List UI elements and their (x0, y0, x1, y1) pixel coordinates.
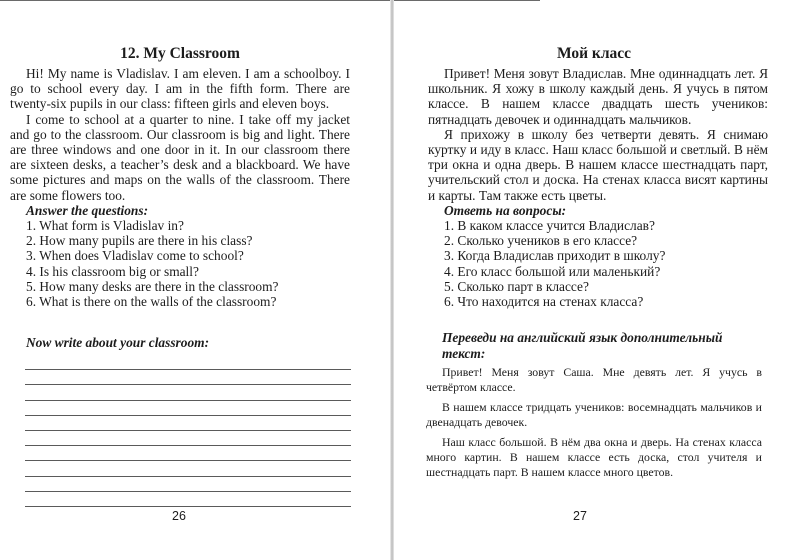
page-number: 27 (573, 509, 587, 523)
writing-line (25, 416, 351, 431)
question: 5. Сколько парт в классе? (444, 278, 589, 294)
writing-line (25, 370, 351, 385)
translate-paragraph: В нашем классе тридцать учеников: восемнадцать мальчиков и двенадцать девочек. (426, 400, 762, 429)
question: 1. В каком классе учится Владислав? (444, 218, 655, 234)
question: 4. Его класс большой или маленький? (444, 263, 661, 279)
translate-paragraph: Привет! Меня зовут Саша. Мне девять лет. Я учусь в четвёртом классе. (426, 365, 762, 394)
question: 3. Когда Владислав приходит в школу? (444, 248, 666, 264)
question: 3. When does Vladislav come to school? (26, 248, 244, 264)
page-number: 26 (172, 509, 186, 523)
paragraph: Привет! Меня зовут Владислав. Мне одиннадцать лет. Я школьник. Я хожу в школу каждый день. Я учусь в пятом классе. В нашем классе двадцать шесть учеников: пятнадцать девочек и одиннадцать мальчиков. (428, 66, 768, 127)
page-title: Мой класс (556, 45, 632, 62)
writing-line (25, 446, 351, 461)
right-page (394, 0, 800, 560)
questions-heading: Answer the questions: (26, 202, 149, 218)
question: 6. Что находится на стенах класса? (444, 294, 644, 310)
translate-paragraph: Наш класс большой. В нём два окна и дверь. На стенах класса много картин. В нашем классе есть доска, стол учителя и шестнадцать парт. В нашем классе много цветов. (426, 435, 762, 479)
writing-line (25, 477, 351, 492)
text-body (10, 66, 350, 309)
paragraph: Hi! My name is Vladislav. I am eleven. I am a schoolboy. I go to school every day. I am in the fifth form. There are twenty-six pupils in our class: fifteen girls and eleven boys. (10, 66, 350, 112)
question: 2. How many pupils are there in his class? (26, 233, 253, 249)
questions-heading: Ответь на вопросы: (444, 202, 567, 218)
left-page (0, 0, 390, 560)
writing-line (25, 355, 351, 370)
question: 1. What form is Vladislav in? (26, 218, 184, 234)
text-body (428, 66, 768, 309)
writing-line (25, 385, 351, 400)
translation-exercise (426, 330, 762, 485)
write-heading: Now write about your classroom: (26, 335, 210, 350)
question: 5. How many desks are there in the classroom? (26, 278, 279, 294)
writing-line (25, 492, 351, 507)
paragraph: Я прихожу в школу без четверти девять. Я снимаю куртку и иду в класс. Наш класс большой и светлый. В нём три окна и одна дверь. В нашем классе шестнадцать парт, учительский стол и доска. На стенах класса висят картины и карты. Там также есть цветы. (428, 126, 768, 203)
writing-line (25, 401, 351, 416)
question: 2. Сколько учеников в его классе? (444, 233, 638, 249)
question: 6. What is there on the walls of the classroom? (26, 294, 277, 310)
question: 4. Is his classroom big or small? (26, 263, 199, 279)
writing-lines (25, 355, 351, 507)
translate-heading: Переведи на английский язык дополнительный текст: (442, 330, 723, 361)
paragraph: I come to school at a quarter to nine. I take off my jacket and go to the classroom. Our classroom is big and light. There are three windows and one door in it. In our classroom there are sixteen desks, a teacher’s desk and a blackboard. We have some pictures and maps on the walls of the classroom. There are some flowers too. (10, 111, 350, 203)
writing-line (25, 461, 351, 476)
writing-line (25, 431, 351, 446)
page-title: 12. My Classroom (120, 45, 240, 62)
